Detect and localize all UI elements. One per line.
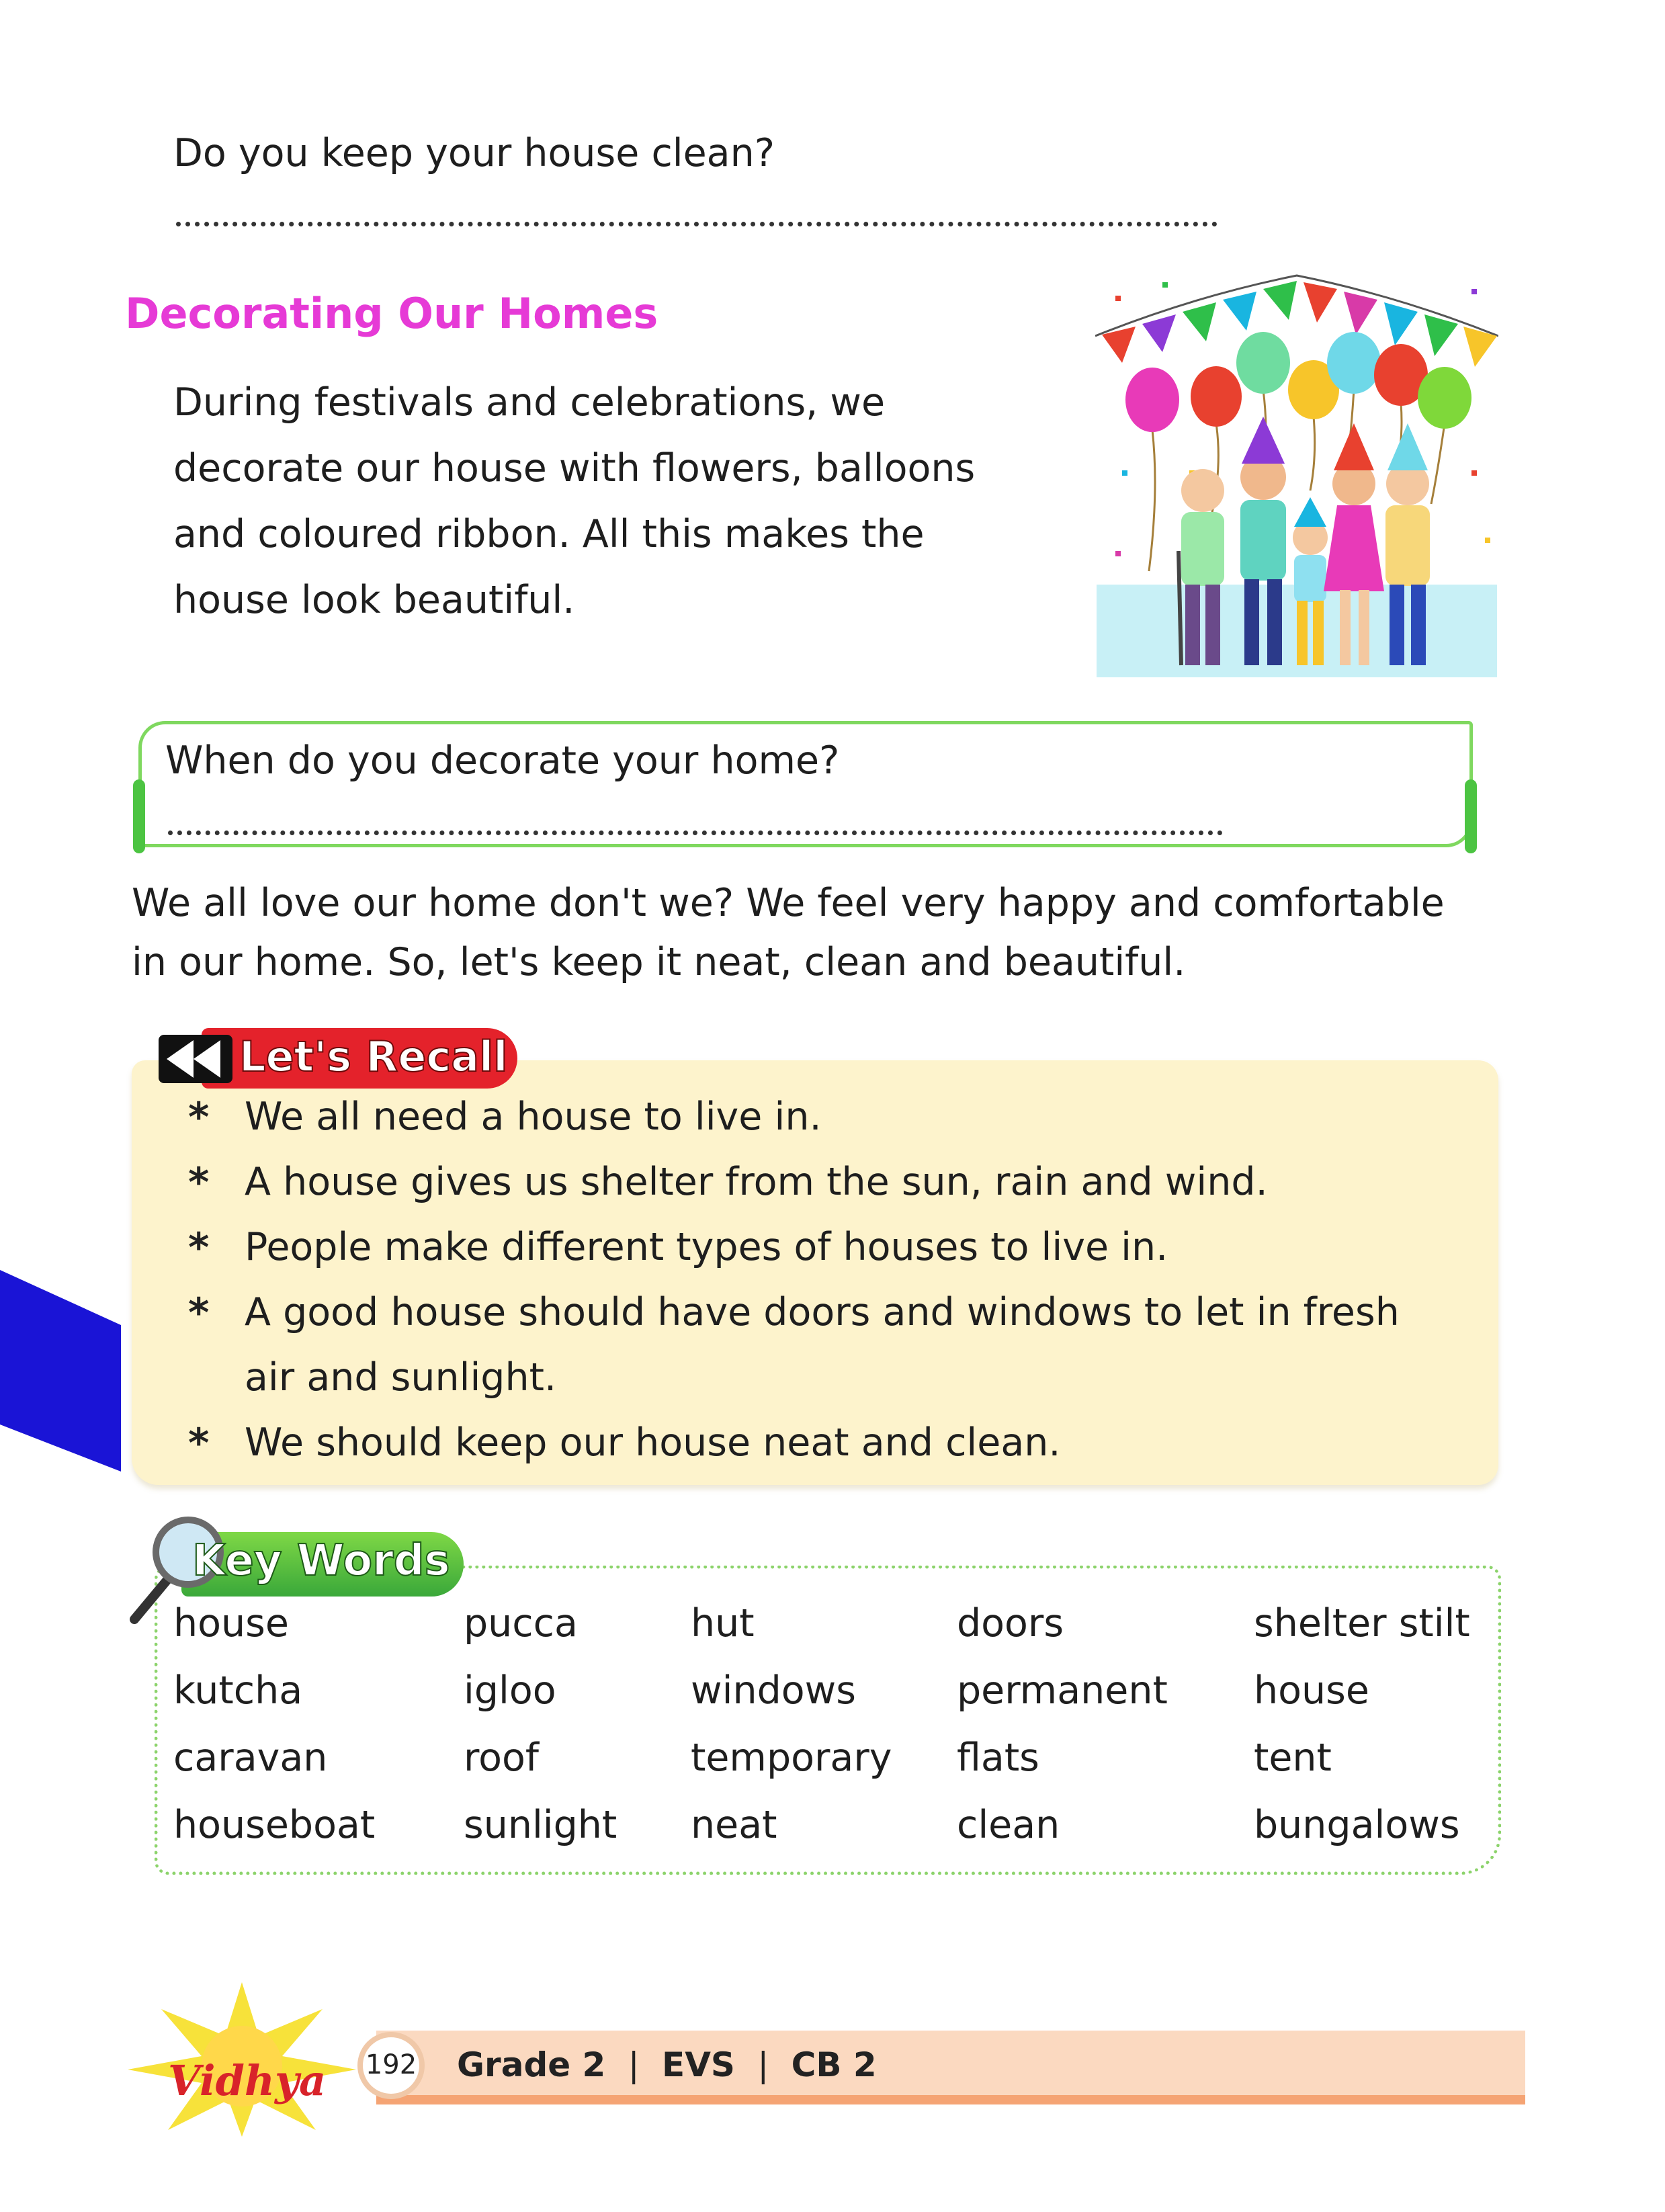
recall-item-text: A house gives us shelter from the sun, rain and wind. bbox=[245, 1160, 1268, 1204]
paragraph-line: During festivals and celebrations, we bbox=[173, 380, 886, 425]
keyword: caravan bbox=[173, 1736, 328, 1780]
footer-label bbox=[457, 2045, 877, 2084]
paragraph-line: decorate our house with flowers, balloons bbox=[173, 446, 976, 491]
keyword-column bbox=[1254, 1601, 1470, 1869]
question-box-bar-right bbox=[1465, 779, 1477, 853]
answer-line-2[interactable] bbox=[168, 831, 1223, 835]
keyword: hut bbox=[691, 1601, 755, 1646]
keyword: shelter stilt bbox=[1254, 1601, 1470, 1646]
keyword: permanent bbox=[957, 1668, 1168, 1713]
list-item bbox=[188, 1420, 1465, 1485]
recall-list bbox=[188, 1094, 1465, 1485]
list-item bbox=[188, 1094, 1465, 1159]
paragraph-line: in our home. So, let's keep it neat, clean and beautiful. bbox=[132, 940, 1186, 984]
keyword: temporary bbox=[691, 1736, 892, 1780]
footer-book: CB 2 bbox=[791, 2045, 877, 2084]
bullet-icon: * bbox=[188, 1420, 210, 1467]
keyword: kutcha bbox=[173, 1668, 303, 1713]
footer-subject: EVS bbox=[662, 2045, 735, 2084]
question-keep-clean: Do you keep your house clean? bbox=[173, 131, 775, 175]
recall-item-text: We all need a house to live in. bbox=[245, 1095, 822, 1139]
keyword: roof bbox=[464, 1736, 539, 1780]
recall-item-text: We should keep our house neat and clean. bbox=[245, 1420, 1061, 1465]
keyword: igloo bbox=[464, 1668, 556, 1713]
bullet-icon: * bbox=[188, 1159, 210, 1206]
keyword: neat bbox=[691, 1803, 777, 1847]
keyword-column bbox=[957, 1601, 1168, 1869]
family-party-illustration bbox=[1095, 269, 1498, 679]
footer-underline bbox=[376, 2095, 1525, 2104]
keywords-grid bbox=[173, 1601, 1484, 1869]
keyword: sunlight bbox=[464, 1803, 617, 1847]
list-item bbox=[188, 1289, 1465, 1420]
keyword: clean bbox=[957, 1803, 1060, 1847]
bullet-icon: * bbox=[188, 1094, 210, 1141]
recall-item-text: A good house should have doors and windows to let in fresh bbox=[245, 1290, 1400, 1334]
keywords-title: Key Words bbox=[192, 1536, 450, 1586]
section-heading: Decorating Our Homes bbox=[125, 289, 658, 338]
page-number: 192 bbox=[365, 2049, 417, 2080]
recall-item-text: air and sunlight. bbox=[245, 1355, 557, 1400]
bullet-icon: * bbox=[188, 1224, 210, 1271]
keyword-column bbox=[464, 1601, 617, 1869]
list-item bbox=[188, 1224, 1465, 1289]
keyword: windows bbox=[691, 1668, 856, 1713]
vidhya-logo: Vidhya bbox=[168, 2056, 327, 2105]
keyword: tent bbox=[1254, 1736, 1332, 1780]
keyword: bungalows bbox=[1254, 1803, 1460, 1847]
keyword: pucca bbox=[464, 1601, 578, 1646]
keyword: house bbox=[1254, 1668, 1369, 1713]
keyword: flats bbox=[957, 1736, 1039, 1780]
paragraph-line: and coloured ribbon. All this makes the bbox=[173, 512, 925, 556]
keyword-column bbox=[173, 1601, 375, 1869]
decorating-paragraph bbox=[173, 370, 1127, 633]
paragraph-line: We all love our home don't we? We feel very happy and comfortable bbox=[132, 881, 1445, 925]
list-item bbox=[188, 1159, 1465, 1224]
question-box-bar-left bbox=[133, 779, 145, 853]
side-tab bbox=[0, 1270, 121, 1472]
keyword: house bbox=[173, 1601, 289, 1646]
keyword: houseboat bbox=[173, 1803, 376, 1847]
footer-separator: | bbox=[628, 2045, 640, 2084]
recall-item-text: People make different types of houses to live in. bbox=[245, 1225, 1168, 1269]
paragraph-line: house look beautiful. bbox=[173, 578, 575, 622]
closing-paragraph bbox=[132, 874, 1445, 992]
footer-separator: | bbox=[757, 2045, 769, 2084]
recall-title: Let's Recall bbox=[239, 1032, 508, 1081]
keyword: doors bbox=[957, 1601, 1064, 1646]
answer-line-1[interactable] bbox=[176, 222, 1218, 226]
footer-grade: Grade 2 bbox=[457, 2045, 606, 2084]
question-decorate-home: When do you decorate your home? bbox=[165, 738, 840, 783]
rewind-icon bbox=[159, 1035, 232, 1083]
bullet-icon: * bbox=[188, 1289, 210, 1336]
keyword-column bbox=[691, 1601, 892, 1869]
